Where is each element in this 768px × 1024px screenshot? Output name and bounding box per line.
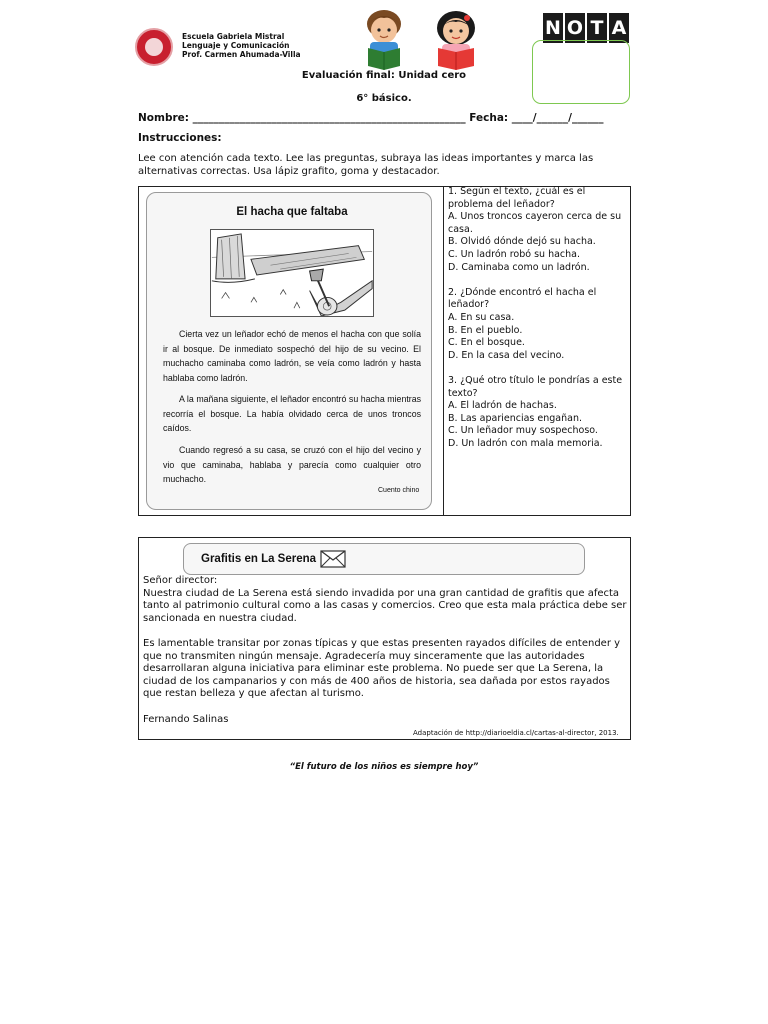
question-2	[448, 287, 626, 363]
letter-source: Adaptación de http://diarioeldia.cl/cartas-al-director, 2013.	[413, 729, 619, 737]
answer-option[interactable]: B. Olvidó dónde dejó su hacha.	[448, 236, 596, 248]
answer-option[interactable]: B. Las apariencias engañan.	[448, 412, 582, 424]
letter-paragraph: Es lamentable transitar por zonas típicas y que estas presenten rayados difíciles de entender y que no transmiten ningún mensaje. Agradecería muy sinceramente que las autoridades desarrollaran alguna iniciativa para eliminar este problema. No puede ser que La Serena, la ciudad de los campanarios y con más de 400 años de historia, sea dañada por estos rayados que restan belleza y que afectan al turismo.	[143, 637, 621, 700]
story-paragraph: Cuando regresó a su casa, se cruzó con el hijo del vecino y vio que caminaba, hablaba y parecía como cualquier otro muchacho.	[163, 445, 421, 484]
school-name: Escuela Gabriela Mistral	[182, 32, 285, 41]
answer-option[interactable]: C. En el bosque.	[448, 337, 525, 349]
questions-list	[448, 186, 626, 463]
teacher-name: Prof. Carmen Ahumada-Villa	[182, 50, 301, 59]
answer-option[interactable]: A. El ladrón de hachas.	[448, 400, 557, 412]
school-info	[182, 32, 301, 59]
question-text: 3. ¿Qué otro título le pondrías a este texto?	[448, 374, 623, 399]
answer-option[interactable]: A. En su casa.	[448, 311, 515, 323]
grade-level: 6° básico.	[356, 93, 412, 104]
question-1	[448, 186, 626, 274]
story-source: Cuento chino	[378, 487, 420, 494]
story-paragraph: A la mañana siguiente, el leñador encontró su hacha mientras recorría el bosque. La había olvidado cerca de unos troncos caídos.	[163, 394, 421, 433]
answer-option[interactable]: D. En la casa del vecino.	[448, 349, 565, 361]
reading-children-illustration	[356, 4, 492, 72]
school-logo	[135, 28, 173, 66]
answer-option[interactable]: B. En el pueblo.	[448, 324, 523, 336]
nota-heading	[543, 13, 629, 43]
question-text: 2. ¿Dónde encontró el hacha el leñador?	[448, 286, 597, 311]
letter-title: Grafitis en La Serena	[201, 553, 317, 565]
nota-letter: A	[609, 13, 629, 43]
nota-letter: T	[587, 13, 607, 43]
letter-greeting: Señor director:	[143, 575, 218, 586]
answer-option[interactable]: C. Un leñador muy sospechoso.	[448, 425, 598, 437]
nota-letter: N	[543, 13, 563, 43]
school-motto: “El futuro de los niños es siempre hoy”	[289, 762, 479, 772]
answer-option[interactable]: D. Caminaba como un ladrón.	[448, 261, 590, 273]
forest-axe-illustration	[210, 229, 374, 317]
instructions-label: Instrucciones:	[138, 132, 222, 144]
letter-signature: Fernando Salinas	[143, 713, 229, 725]
answer-option[interactable]: A. Unos troncos cayeron cerca de su casa.	[448, 211, 622, 235]
question-text: 1. Según el texto, ¿cuál es el problema del leñador?	[448, 186, 586, 210]
answer-option[interactable]: D. Un ladrón con mala memoria.	[448, 437, 603, 449]
letter-paragraph: Nuestra ciudad de La Serena está siendo invadida por una gran cantidad de grafitis que afecta tanto al patrimonio cultural como a las casas y comercios. Creo que esta mala práctica debe ser sancionada en nuestra ciudad.	[143, 587, 627, 624]
story-title: El hacha que faltaba	[236, 206, 348, 218]
page-title: Evaluación final: Unidad cero	[301, 70, 467, 81]
subject-name: Lenguaje y Comunicación	[182, 41, 290, 50]
answer-option[interactable]: C. Un ladrón robó su hacha.	[448, 248, 580, 260]
envelope-icon	[320, 550, 346, 568]
question-3	[448, 375, 626, 451]
story-paragraph: Cierta vez un leñador echó de menos el hacha con que solía ir al bosque. De inmediato sospechó del hijo de su vecino. El muchacho caminaba como ladrón, se veía como ladrón y hasta hablaba como ladrón.	[163, 329, 421, 383]
nota-letter: O	[565, 13, 585, 43]
name-date-line[interactable]: Nombre: ____________________________________________________ Fecha: ____/______/______	[138, 112, 604, 124]
instructions-text: Lee con atención cada texto. Lee las preguntas, subraya las ideas importantes y marca las alternativas correctas. Usa lápiz grafito, goma y destacador.	[138, 153, 594, 177]
letter-body	[143, 575, 627, 739]
